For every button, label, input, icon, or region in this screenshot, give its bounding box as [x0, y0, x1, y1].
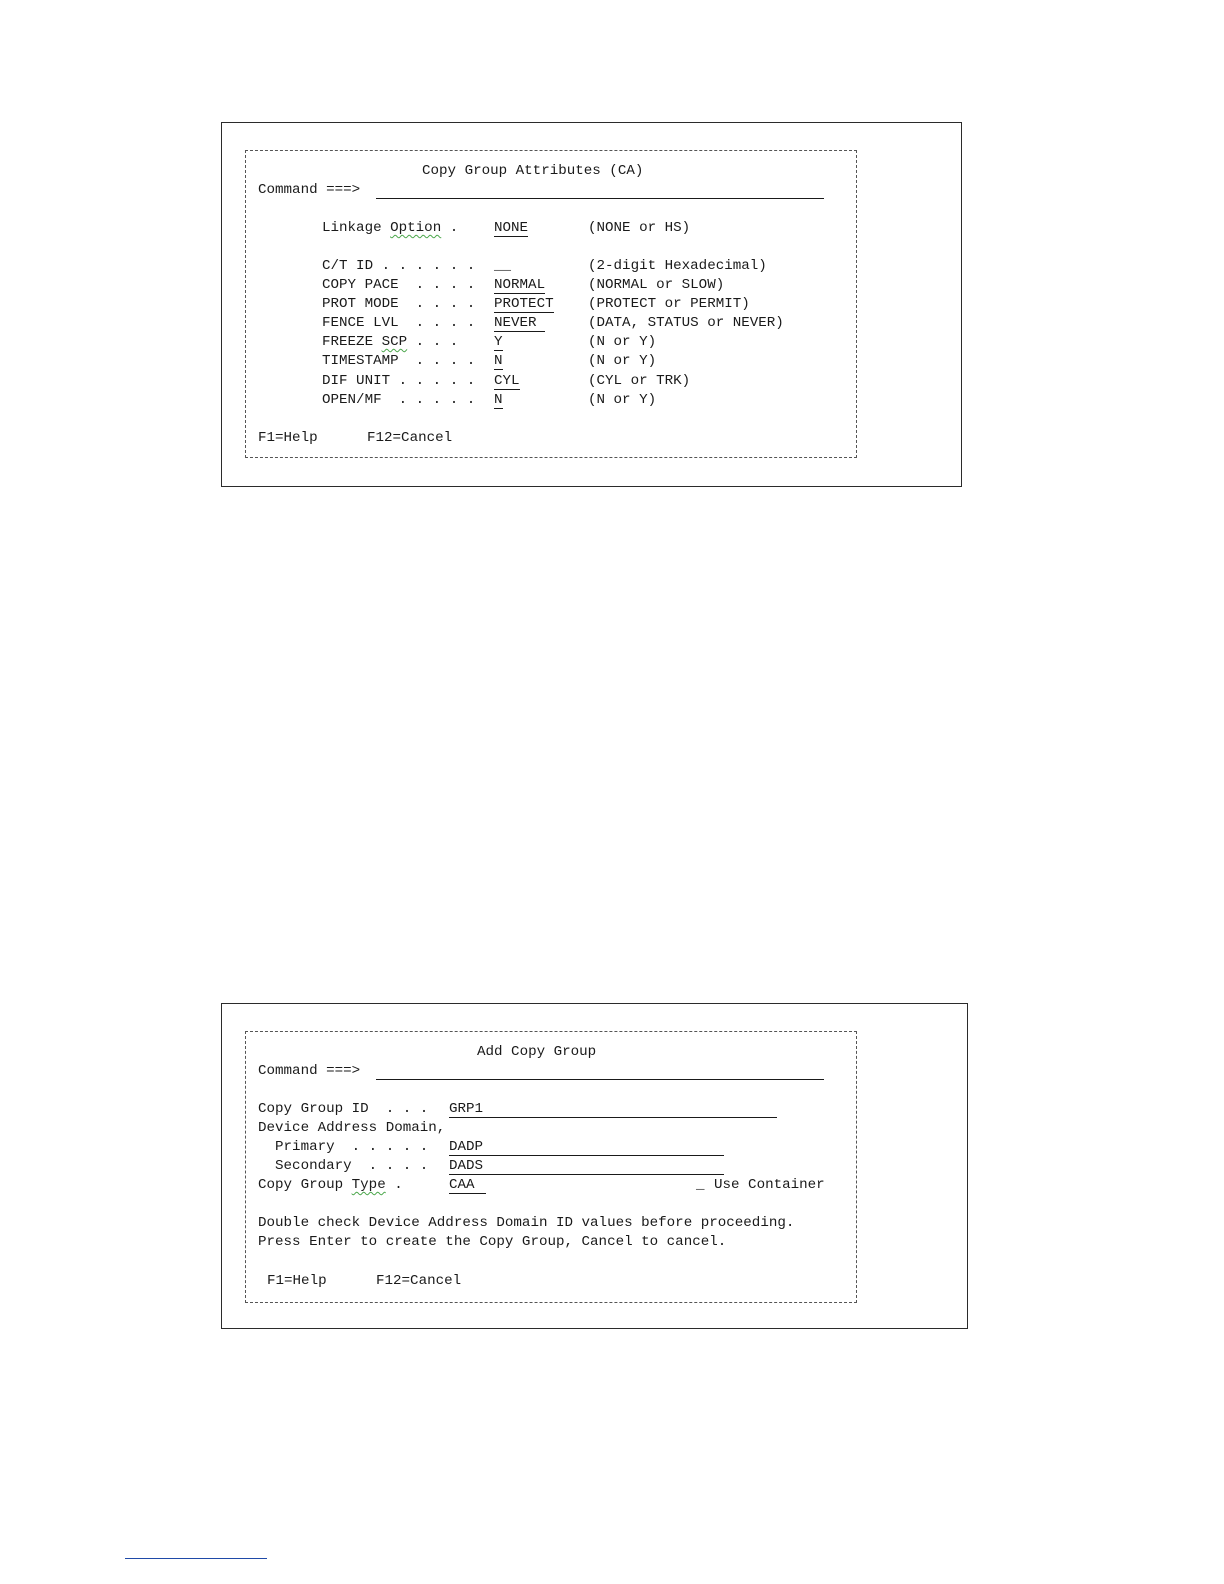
dif-unit-hint: (CYL or TRK): [588, 373, 691, 389]
copy-group-attributes-panel: [245, 150, 857, 458]
command-label: Command ===>: [258, 182, 361, 198]
add-copy-group-panel: [245, 1031, 857, 1303]
prot-mode-field[interactable]: PROTECT: [494, 296, 554, 312]
open-mf-hint: (N or Y): [588, 392, 657, 408]
panel-title: Add Copy Group: [477, 1044, 597, 1060]
freeze-scp-row: [322, 334, 467, 350]
f12-cancel-key[interactable]: F12=Cancel: [376, 1273, 462, 1289]
prot-mode-hint: (PROTECT or PERMIT): [588, 296, 750, 312]
timestamp-label: TIMESTAMP . . . .: [322, 353, 484, 369]
secondary-field[interactable]: DADS: [449, 1158, 484, 1174]
command-input[interactable]: [376, 198, 824, 199]
footnote-separator: [125, 1558, 267, 1559]
freeze-scp-field[interactable]: Y: [494, 334, 503, 350]
secondary-label: Secondary . . . .: [258, 1158, 437, 1174]
primary-underline: [449, 1155, 724, 1156]
add-copy-group-screenshot: [221, 1003, 968, 1329]
linkage-option-field[interactable]: NONE: [494, 220, 529, 236]
ct-id-hint: (2-digit Hexadecimal): [588, 258, 767, 274]
command-label: Command ===>: [258, 1063, 361, 1079]
linkage-option-label-word: Option: [390, 220, 442, 236]
open-mf-field[interactable]: N: [494, 392, 503, 408]
copy-group-attributes-screenshot: [221, 122, 962, 487]
prot-mode-label: PROT MODE . . . .: [322, 296, 484, 312]
panel-title: Copy Group Attributes (CA): [422, 163, 644, 179]
f12-cancel-key[interactable]: F12=Cancel: [367, 430, 453, 446]
linkage-option-dots: .: [441, 220, 467, 236]
message-line-2: Press Enter to create the Copy Group, Cancel to cancel.: [258, 1234, 727, 1250]
primary-label: Primary . . . . .: [258, 1139, 437, 1155]
open-mf-label: OPEN/MF . . . . .: [322, 392, 484, 408]
command-input[interactable]: [376, 1079, 824, 1080]
copy-group-type-field[interactable]: CAA: [449, 1178, 486, 1194]
freeze-scp-label: FREEZE: [322, 334, 382, 350]
fence-lvl-field[interactable]: NEVER: [494, 315, 546, 331]
copy-pace-field[interactable]: NORMAL: [494, 277, 546, 293]
copy-pace-hint: (NORMAL or SLOW): [588, 277, 725, 293]
linkage-option-label: Linkage: [322, 220, 391, 236]
dif-unit-label: DIF UNIT . . . . .: [322, 373, 484, 389]
device-address-domain-heading: Device Address Domain,: [258, 1120, 446, 1136]
copy-group-type-label-word: Type: [351, 1177, 386, 1193]
use-container-checkbox[interactable]: _: [696, 1177, 705, 1193]
linkage-option-row: [322, 220, 467, 236]
fence-lvl-hint: (DATA, STATUS or NEVER): [588, 315, 784, 331]
secondary-underline: [449, 1174, 724, 1175]
ct-id-label: C/T ID . . . . . .: [322, 258, 484, 274]
copy-pace-label: COPY PACE . . . .: [322, 277, 484, 293]
fence-lvl-label: FENCE LVL . . . .: [322, 315, 484, 331]
linkage-option-hint: (NONE or HS): [588, 220, 691, 236]
timestamp-hint: (N or Y): [588, 353, 657, 369]
freeze-scp-label-word: SCP: [381, 334, 408, 350]
dif-unit-field[interactable]: CYL: [494, 373, 520, 389]
copy-group-type-row: [258, 1177, 411, 1193]
message-line-1: Double check Device Address Domain ID values before proceeding.: [258, 1215, 795, 1231]
use-container-label: Use Container: [714, 1177, 825, 1193]
freeze-scp-hint: (N or Y): [588, 334, 657, 350]
ct-id-field[interactable]: __: [494, 258, 512, 274]
f1-help-key[interactable]: F1=Help: [267, 1273, 327, 1289]
copy-group-id-underline: [449, 1117, 777, 1118]
copy-group-type-label: Copy Group: [258, 1177, 352, 1193]
copy-group-id-label: Copy Group ID . . .: [258, 1101, 437, 1117]
copy-group-type-dots: .: [385, 1177, 412, 1193]
f1-help-key[interactable]: F1=Help: [258, 430, 318, 446]
timestamp-field[interactable]: N: [494, 353, 503, 369]
freeze-scp-dots: . . .: [407, 334, 467, 350]
primary-field[interactable]: DADP: [449, 1139, 484, 1155]
copy-group-id-field[interactable]: GRP1: [449, 1101, 484, 1117]
